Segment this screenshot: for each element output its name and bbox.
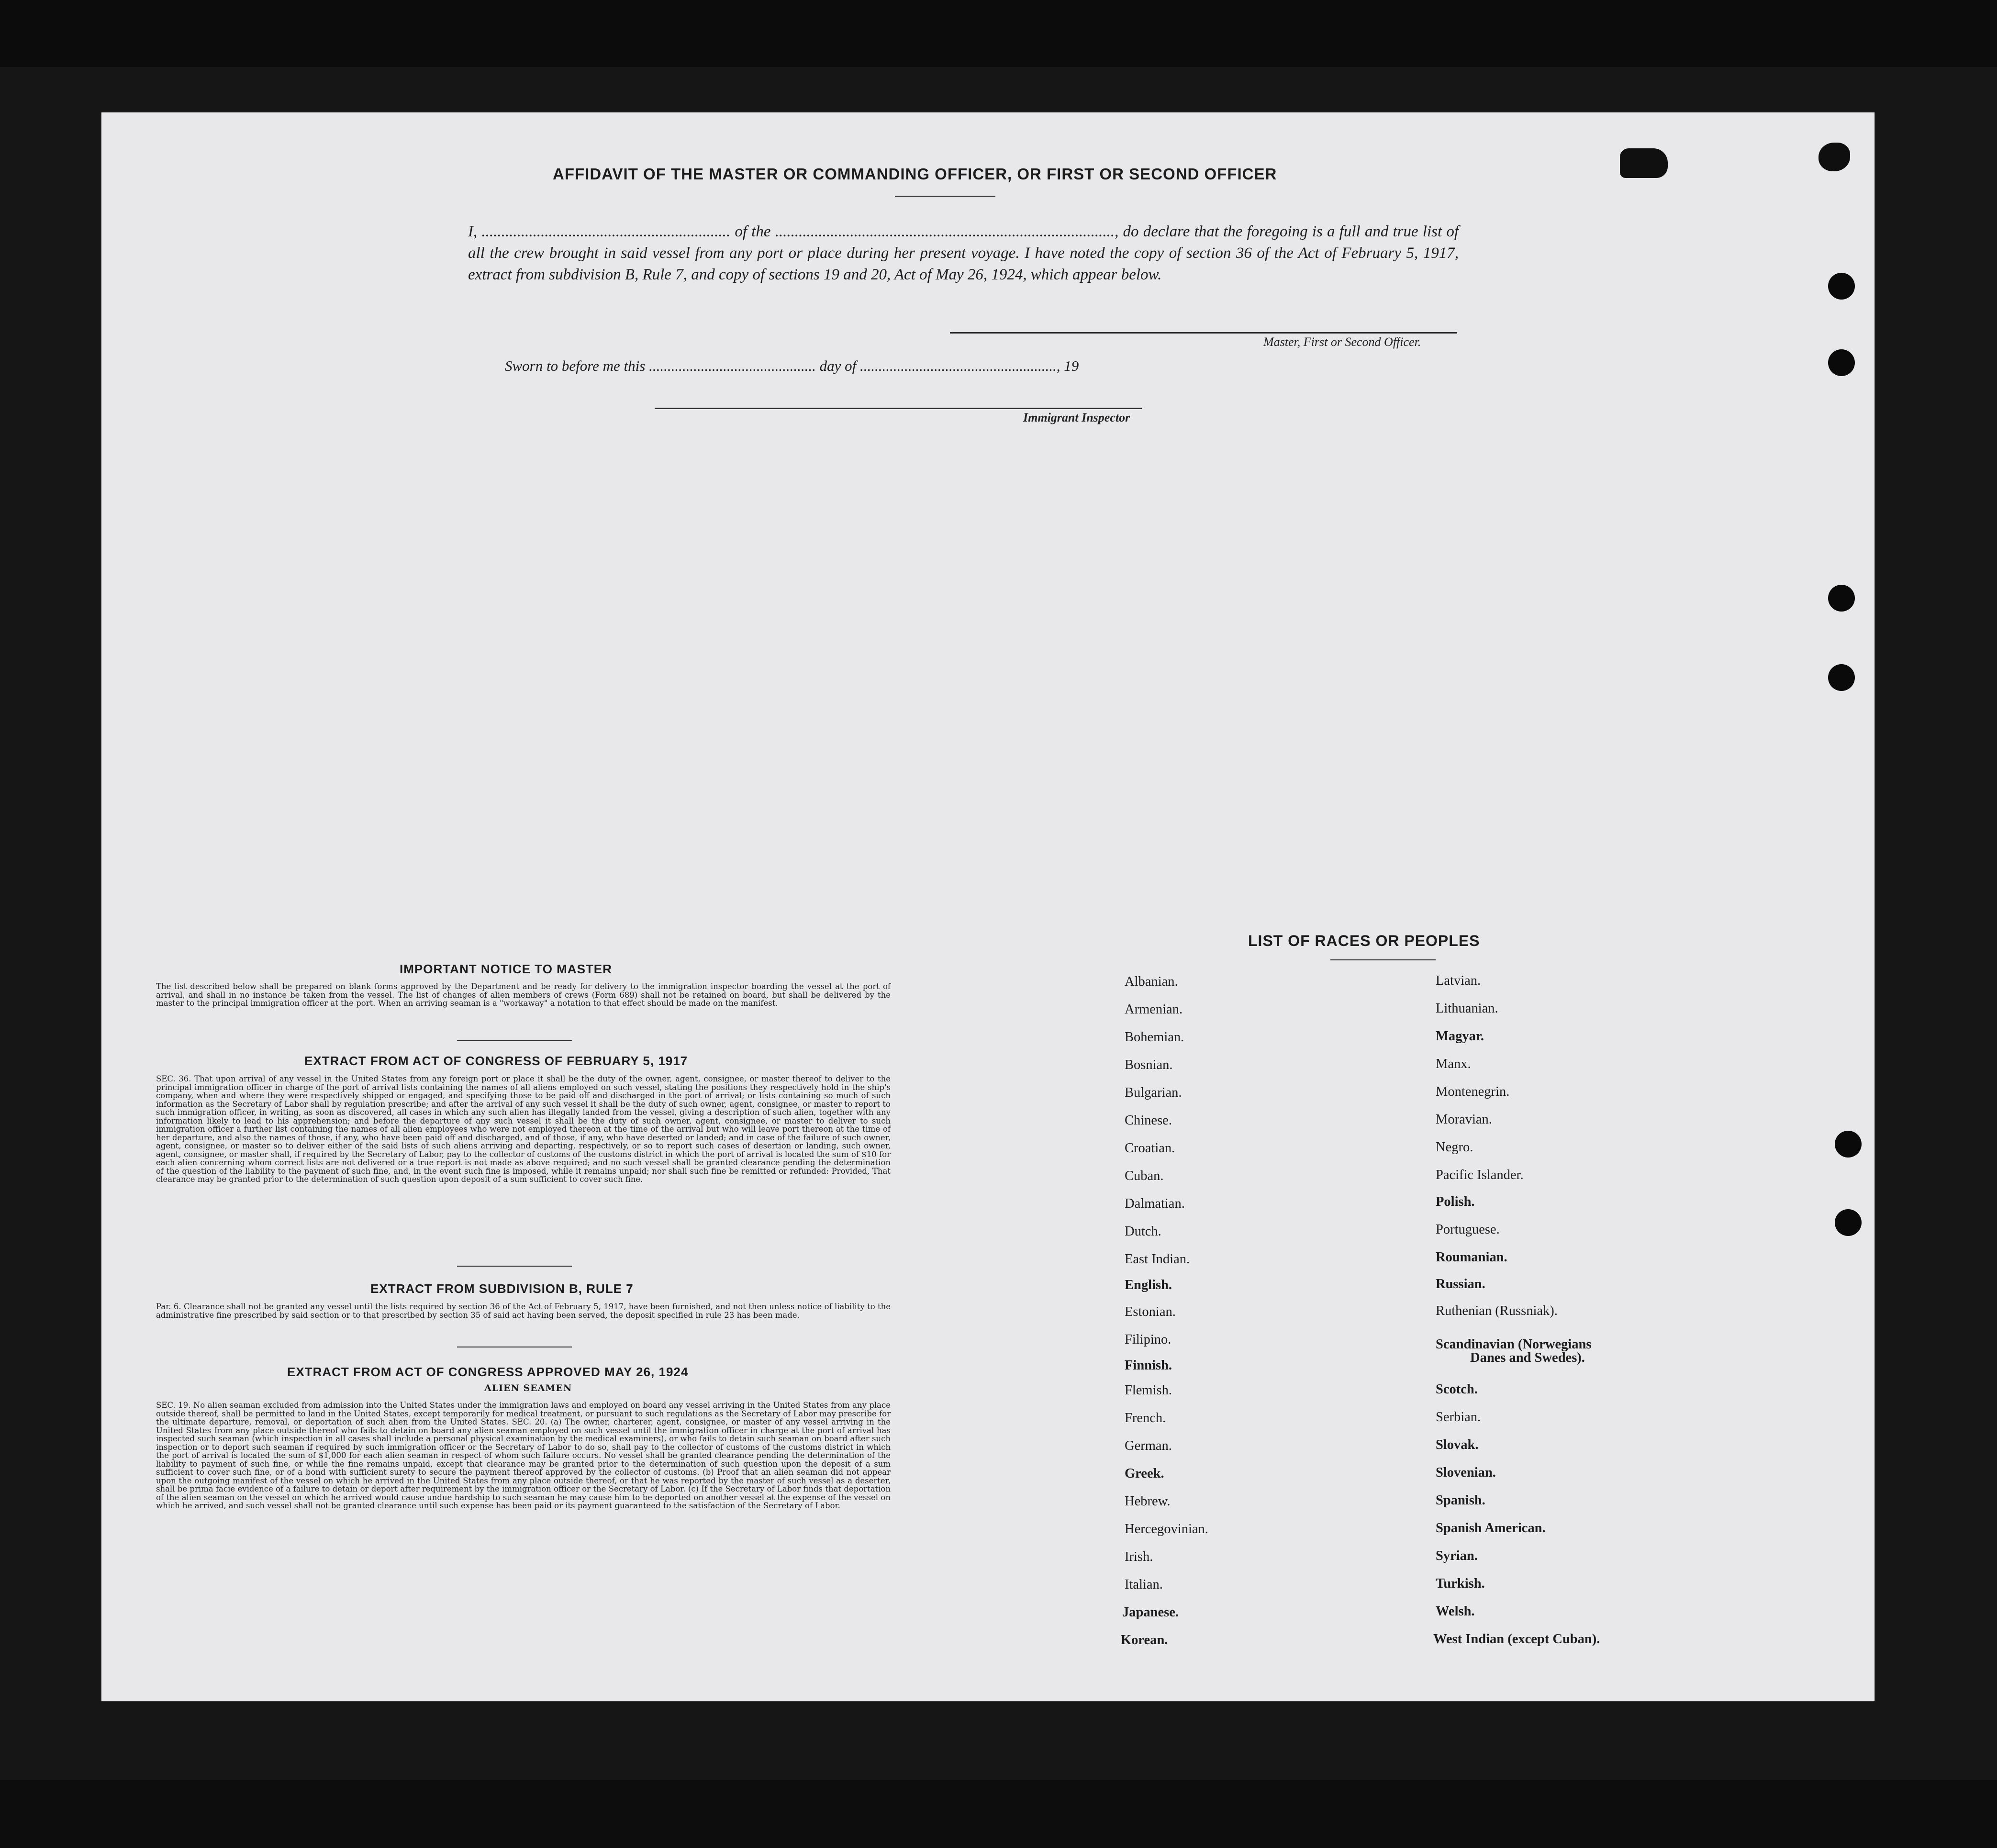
divider <box>457 1266 572 1267</box>
race-item: Slovenian. <box>1436 1465 1496 1480</box>
race-item: Croatian. <box>1125 1141 1175 1156</box>
sworn-line: Sworn to before me this ............................................. day of ....................................................., 19 <box>505 357 1079 374</box>
race-item: Bohemian. <box>1125 1030 1184 1045</box>
race-item: Irish. <box>1125 1549 1153 1564</box>
race-item: Chinese. <box>1125 1113 1172 1128</box>
race-item: Lithuanian. <box>1436 1001 1498 1016</box>
race-item: Filipino. <box>1125 1332 1171 1347</box>
rule7-title: EXTRACT FROM SUBDIVISION B, RULE 7 <box>370 1281 634 1296</box>
race-item: English. <box>1125 1278 1172 1292</box>
act-1924-text: SEC. 19. No alien seaman excluded from admission into the United States under the immigration laws and employed on board any vessel arriving in the United States from any place outside thereof, shall be permitted to land in the United States, except temporarily for medical treatment, or pursuant to such regulations as the Secretary of Labor may prescribe for the ultimate departure, removal, or deportation of such alien from the United States. SEC. 20. (a) The owner, charterer, agent, consignee, or master of any vessel arriving in the United States from any place outside thereof who fails to detain on board any alien seaman employed on such vessel until the immigration officer in charge at the port of arrival has inspected such seaman (which inspection in all cases shall include a personal physical examination by the medical examiners), or who fails to detain such seaman on board after such inspection or to deport such seaman if required by such immigration officer or the Secretary of Labor to do so, shall pay to the collector of customs of the customs district in which the port of arrival is located the sum of $1,000 for each alien seaman in respect of whom such failure occurs. No vessel shall be granted clearance pending the determination of the liability to payment of such fine, or while the fine remains unpaid, except that clearance may be granted prior to the determination of such question upon the deposit of a sum sufficient to cover such fine, or of a bond with sufficient surety to secure the payment thereof approved by the collector of customs. (b) Proof that an alien seaman did not appear upon the outgoing manifest of the vessel on which he arrived in the United States from any place outside thereof, or that he was reported by the master of such vessel as a deserter, shall be prima facie evidence of a failure to detain or deport after requirement by the immigration officer or the Secretary of Labor. (c) If the Secretary of Labor finds that deportation of the alien seaman on the vessel on which he arrived would cause undue hardship to such seaman he may cause him to be deported on another vessel at the expense of the vessel on which he arrived, and such vessel shall not be granted clearance until such expense has been paid or its payment guaranteed to the satisfaction of the Secretary of Labor. <box>156 1401 891 1510</box>
race-item: German. <box>1125 1438 1172 1453</box>
race-item: Korean. <box>1121 1633 1168 1648</box>
race-item: East Indian. <box>1125 1252 1190 1267</box>
act-1924-subtitle: ALIEN SEAMEN <box>484 1383 572 1393</box>
race-item: Japanese. <box>1122 1605 1179 1620</box>
signature-line <box>950 332 1457 334</box>
race-item: Greek. <box>1125 1466 1164 1481</box>
punch-hole-icon <box>1835 1131 1862 1158</box>
race-item: Polish. <box>1436 1194 1475 1209</box>
races-title: LIST OF RACES OR PEOPLES <box>1248 932 1480 949</box>
race-item: Welsh. <box>1436 1604 1475 1619</box>
punch-hole-icon <box>1835 1209 1862 1236</box>
ink-blot <box>1620 148 1668 178</box>
race-item: Estonian. <box>1125 1304 1176 1319</box>
race-item: Manx. <box>1436 1057 1471 1071</box>
ink-blot <box>1818 143 1850 171</box>
race-item: Armenian. <box>1125 1002 1183 1017</box>
inspector-signature-line <box>655 408 1142 409</box>
act-1917-title: EXTRACT FROM ACT OF CONGRESS OF FEBRUARY 5, 1917 <box>304 1054 688 1068</box>
race-item: Spanish. <box>1436 1493 1485 1508</box>
race-item: Moravian. <box>1436 1112 1492 1127</box>
notice-text: The list described below shall be prepared on blank forms approved by the Department and be ready for delivery to the immigration inspector boarding the vessel at the port of arrival, and shall in no instance be taken from the vessel. The list of changes of alien members of crews (Form 689) shall not be retained on board, but shall be delivered by the master to the principal immigration officer at the port. When an arriving seaman is a "workaway" a notation to that effect should be made on the manifest. <box>156 982 891 1008</box>
race-item: Danes and Swedes). <box>1470 1350 1585 1365</box>
punch-hole-icon <box>1828 664 1855 691</box>
punch-hole-icon <box>1828 585 1855 612</box>
race-item: Hebrew. <box>1125 1494 1171 1509</box>
race-item: French. <box>1125 1411 1166 1425</box>
film-border-top <box>0 0 1997 67</box>
affidavit-text: I, ............................................................... of the ......................................................................................, do declare that the foregoing is a full and true list of all the crew brought in said vessel from any port or place during her present voyage. I have noted the copy of section 36 of the Act of February 5, 1917, extract from subdivision B, Rule 7, and copy of sections 19 and 20, Act of May 26, 1924, which appear below. <box>468 223 1459 283</box>
act-1924-title: EXTRACT FROM ACT OF CONGRESS APPROVED MAY 26, 1924 <box>287 1365 689 1379</box>
race-item: Ruthenian (Russniak). <box>1436 1303 1558 1318</box>
race-item: Dalmatian. <box>1125 1196 1185 1211</box>
race-item: Bulgarian. <box>1125 1085 1182 1100</box>
race-item: Turkish. <box>1436 1576 1485 1591</box>
race-item: Magyar. <box>1436 1029 1484 1044</box>
inspector-label: Immigrant Inspector <box>1023 411 1130 424</box>
race-item: Pacific Islander. <box>1436 1168 1524 1182</box>
divider <box>457 1040 572 1041</box>
race-item: Portuguese. <box>1436 1222 1500 1237</box>
race-item: Spanish American. <box>1436 1521 1546 1536</box>
race-item: Slovak. <box>1436 1437 1479 1452</box>
race-item: Cuban. <box>1125 1169 1164 1183</box>
race-item: Flemish. <box>1125 1383 1172 1398</box>
rule7-text: Par. 6. Clearance shall not be granted any vessel until the lists required by section 36 of the Act of February 5, 1917, have been furnished, and not then unless notice of liability to the administrative fine prescribed by said section or to that prescribed by section 35 of said act having been served, the deposit specified in rule 23 has been made. <box>156 1302 891 1320</box>
punch-hole-icon <box>1828 273 1855 300</box>
affidavit-title: AFFIDAVIT OF THE MASTER OR COMMANDING OFFICER, OR FIRST OR SECOND OFFICER <box>553 165 1277 183</box>
signature-label: Master, First or Second Officer. <box>1263 335 1421 349</box>
race-item: Roumanian. <box>1436 1250 1507 1265</box>
divider <box>895 196 995 197</box>
race-item: Hercegovinian. <box>1125 1522 1208 1536</box>
race-item: Scandinavian (Norwegians <box>1436 1337 1592 1352</box>
act-1917-text: SEC. 36. That upon arrival of any vessel in the United States from any foreign port or place it shall be the duty of the owner, agent, consignee, or master thereof to deliver to the principal immigration officer in charge of the port of arrival lists containing the names of all aliens employed on such vessel, stating the positions they respectively hold in the ship's company, when and where they were respectively shipped or engaged, and specifying those to be paid off and discharged in the port of arrival; or lists containing so much of such information as the Secretary of Labor shall by regulation prescribe; and after the arrival of any such vessel it shall be the duty of such owner, agent, consignee, or master to report to such immigration officer, in writing, as soon as discovered, all cases in which any such alien has illegally landed from the vessel, giving a description of such alien, together with any information likely to lead to his apprehension; and before the departure of any such vessel it shall be the duty of such owner, agent, consignee, or master to deliver to such immigration officer a further list containing the names of all alien employees who were not employed thereon at the time of the arrival but who will leave port thereon at the time of her departure, and also the names of those, if any, who have been paid off and discharged, and of those, if any, who have deserted or landed; and in case of the failure of such owner, agent, consignee, or master so to deliver either of the said lists of such aliens arriving and departing, respectively, or so to report such cases of desertion or landing, such owner, agent, consignee, or master shall, if required by the Secretary of Labor, pay to the collector of customs of the customs district in which the port of arrival is located the sum of $10 for each alien concerning whom correct lists are not delivered or a true report is not made as above required; and no such vessel shall be granted clearance pending the determination of the question of the liability to the payment of such fine, and, in the event such fine is imposed, while it remains unpaid; nor shall such fine be remitted or refunded: Provided, That clearance may be granted prior to the determination of such question upon deposit of a sum sufficient to cover such fine. <box>156 1074 891 1184</box>
notice-title: IMPORTANT NOTICE TO MASTER <box>400 962 612 976</box>
race-item: Bosnian. <box>1125 1058 1173 1072</box>
race-item: Italian. <box>1125 1577 1163 1592</box>
race-item: Dutch. <box>1125 1224 1161 1239</box>
punch-hole-icon <box>1828 349 1855 376</box>
race-item: Albanian. <box>1125 974 1178 989</box>
divider <box>1330 959 1436 960</box>
race-item: Finnish. <box>1125 1358 1172 1373</box>
race-item: Montenegrin. <box>1436 1084 1510 1099</box>
race-item: West Indian (except Cuban). <box>1433 1632 1600 1647</box>
race-item: Latvian. <box>1436 973 1481 988</box>
race-item: Syrian. <box>1436 1548 1478 1563</box>
film-border-bottom <box>0 1780 1997 1848</box>
race-item: Scotch. <box>1436 1382 1478 1397</box>
race-item: Russian. <box>1436 1277 1485 1291</box>
race-item: Serbian. <box>1436 1410 1481 1425</box>
race-item: Negro. <box>1436 1140 1473 1155</box>
